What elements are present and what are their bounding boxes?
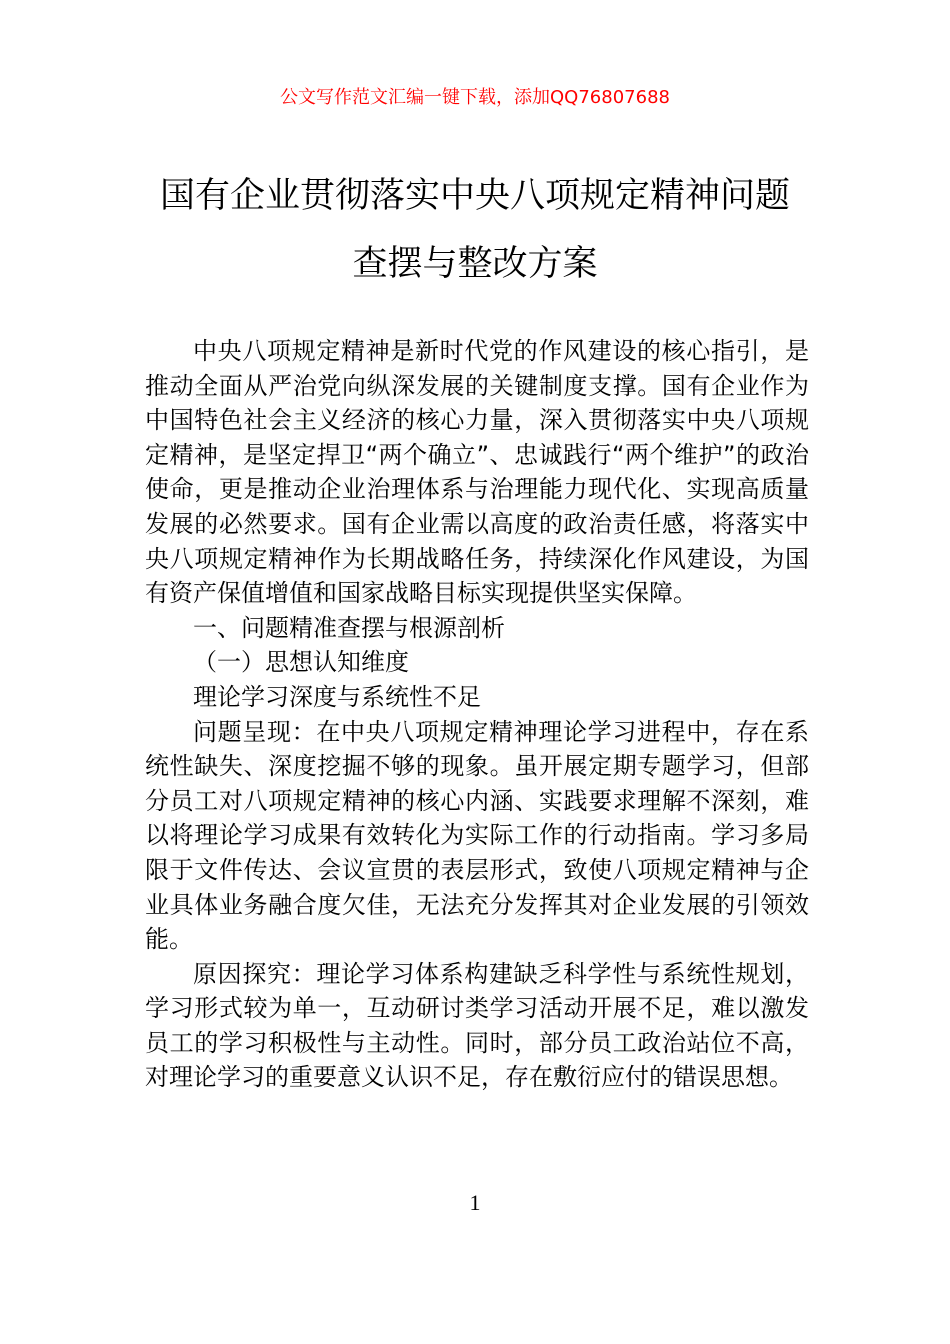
section-heading: 一、问题精准查摆与根源剖析 bbox=[193, 613, 505, 642]
document-body bbox=[145, 334, 809, 1095]
subsection-heading: （一）思想认知维度 bbox=[193, 648, 409, 677]
document-title-line-2: 查摆与整改方案 bbox=[352, 244, 598, 284]
problem-paragraph: 问题呈现：在中央八项规定精神理论学习进程中，存在系统性缺失、深度挖掘不够的现象。虽开展定期专题学习，但部分员工对八项规定精神的核心内涵、实践要求理解不深刻，难以将理论学习成果有效转化为实际工作的行动指南。学习多局限于文件传达、会议宣贯的表层形式，致使八项规定精神与企业具体业务融合度欠佳，无法充分发挥其对企业发展的引领效能。 bbox=[145, 717, 809, 954]
document-title-line-1: 国有企业贯彻落实中央八项规定精神问题 bbox=[159, 176, 790, 216]
cause-paragraph: 原因探究：理论学习体系构建缺乏科学性与系统性规划，学习形式较为单一，互动研讨类学习活动开展不足，难以激发员工的学习积极性与主动性。同时，部分员工政治站位不高，对理论学习的重要意义认识不足，存在敷衍应付的错误思想。 bbox=[145, 959, 809, 1092]
header-download-note: 公文写作范文汇编一键下载，添加QQ76807688 bbox=[280, 87, 670, 108]
intro-paragraph: 中央八项规定精神是新时代党的作风建设的核心指引，是推动全面从严治党向纵深发展的关键制度支撑。国有企业作为中国特色社会主义经济的核心力量，深入贯彻落实中央八项规定精神，是坚定捍卫“两个确立”、忠诚践行“两个维护”的政治使命，更是推动企业治理体系与治理能力现代化、实现高质量发展的必然要求。国有企业需以高度的政治责任感，将落实中央八项规定精神作为长期战略任务，持续深化作风建设，为国有资产保值增值和国家战略目标实现提供坚实保障。 bbox=[145, 337, 809, 608]
topic-heading: 理论学习深度与系统性不足 bbox=[193, 682, 481, 711]
page-number: 1 bbox=[469, 1190, 481, 1215]
